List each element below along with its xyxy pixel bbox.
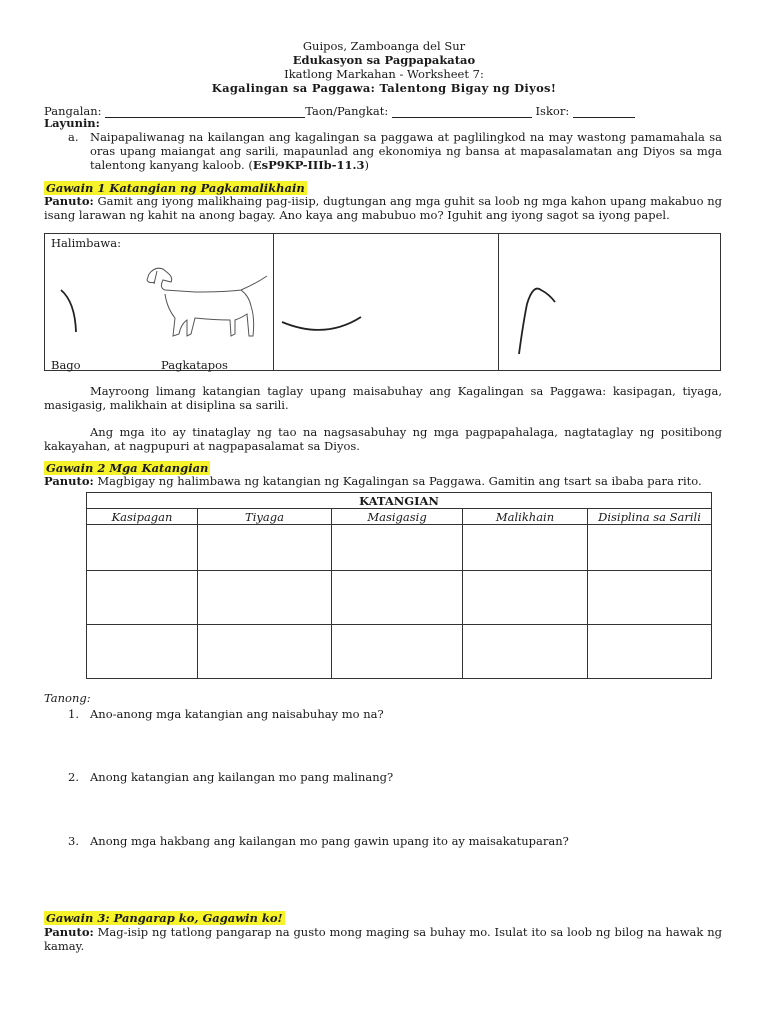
gawain3-panuto-label: Panuto: [44,925,94,939]
objective-text [90,130,722,172]
header-quarter: Ikatlong Markahan - Worksheet 7: [284,67,484,81]
example-starter-line [61,290,76,332]
gawain1-panuto-text: Gamit ang iyong malikhaing pag-iisip, dugtungan ang mga guhit sa loob ng mga kahon upang makabuo ng isang larawan ng kahit na anong bagay. Ano kaya ang mabubuo mo? Iguhit ang iyong sagot sa iyong papel. [44,194,722,222]
table-cell[interactable] [588,525,712,571]
table-cell[interactable] [87,571,198,625]
col-kasipagan: Kasipagan [87,509,198,525]
question-number: 3. [68,834,79,848]
gawain2-instructions [44,474,722,488]
questions-label: Tanong: [44,691,91,705]
gawain3-title: Gawain 3: Pangarap ko, Gagawin ko! [46,911,283,925]
drawing-svg [45,234,722,372]
question-2: Anong katangian ang kailangan mo pang malinang? [90,770,394,784]
gawain1-title: Gawain 1 Katangian ng Pagkamalikhain [46,181,305,195]
gawain2-title: Gawain 2 Mga Katangian [46,461,209,475]
table-row [87,525,712,571]
year-field[interactable] [392,105,532,118]
objective-marker: a. [68,130,79,144]
box3-starter-curve [519,289,555,354]
question-1: Ano-anong mga katangian ang naisabuhay mo na? [90,707,384,721]
objective-code: EsP9KP-IIIb-11.3 [252,158,365,172]
gawain3-instructions [44,925,722,953]
table-cell[interactable] [87,525,198,571]
gawain3-heading [44,911,285,925]
header-location: Guipos, Zamboanga del Sur [302,39,466,53]
objective-close: ) [364,158,369,172]
name-label: Pangalan: [44,104,102,118]
col-disiplina: Disiplina sa Sarili [588,509,712,525]
student-fields [44,104,635,118]
table-cell[interactable] [463,525,588,571]
gawain1-heading [44,181,307,195]
gawain1-instructions [44,194,722,222]
name-field[interactable] [105,105,305,118]
example-label: Halimbawa: [51,236,121,250]
header-subject: Edukasyon sa Pagpapakatao [292,53,476,67]
paragraph-1: Mayroong limang katangian taglay upang maisabuhay ang Kagalingan sa Paggawa: kasipagan, tiyaga, masigasig, malikhain at disiplina sa sarili. [44,384,722,412]
col-masigasig: Masigasig [332,509,463,525]
col-malikhain: Malikhain [463,509,588,525]
table-cell[interactable] [332,571,463,625]
question-3: Anong mga hakbang ang kailangan mo pang gawin upang ito ay maisakatuparan? [90,834,569,848]
year-label: Taon/Pangkat: [305,104,389,118]
col-tiyaga: Tiyaga [198,509,332,525]
table-row [87,625,712,679]
drawing-boxes [44,233,721,371]
question-number: 1. [68,707,79,721]
gawain2-panuto-label: Panuto: [44,474,94,488]
table-cell[interactable] [87,625,198,679]
dog-outline-drawing [147,268,267,336]
table-cell[interactable] [588,625,712,679]
table-cell[interactable] [198,525,332,571]
before-label: Bago [51,358,81,372]
table-cell[interactable] [588,571,712,625]
table-column-row [87,509,712,525]
objective-body: Naipapaliwanag na kailangan ang kagalingan sa paggawa at paglilingkod na may wastong pamamahala sa oras upang maiangat ang sarili, mapaunlad ang ekonomiya ng bansa at mapasalamatan ang Diyos sa mga talentong kanyang kaloob. ( [90,130,722,172]
score-field[interactable] [573,105,635,118]
after-label: Pagkatapos [161,358,228,372]
table-cell[interactable] [463,625,588,679]
gawain1-panuto-label: Panuto: [44,194,94,208]
paragraph-2: Ang mga ito ay tinataglay ng tao na nagsasabuhay ng mga pagpapahalaga, nagtataglay ng positibong kakayahan, at nagpupuri at nagpapasalamat sa Diyos. [44,425,722,453]
gawain2-panuto-text: Magbigay ng halimbawa ng katangian ng Kagalingan sa Paggawa. Gamitin ang tsart sa ibaba para rito. [97,474,702,488]
gawain3-panuto-text: Mag-isip ng tatlong pangarap na gusto mong maging sa buhay mo. Isulat ito sa loob ng bilog na hawak ng kamay. [44,925,723,953]
question-number: 2. [68,770,79,784]
table-cell[interactable] [198,571,332,625]
table-cell[interactable] [332,525,463,571]
score-label: Iskor: [535,104,570,118]
table-cell[interactable] [463,571,588,625]
table-row [87,571,712,625]
gawain2-heading [44,461,210,475]
table-cell[interactable] [332,625,463,679]
objectives-label: Layunin: [44,116,100,130]
katangian-table [86,492,712,679]
header-title: Kagalingan sa Paggawa: Talentong Bigay ng Diyos! [211,81,557,95]
table-cell[interactable] [198,625,332,679]
table-header: KATANGIAN [87,493,712,509]
box2-starter-curve [282,317,361,330]
